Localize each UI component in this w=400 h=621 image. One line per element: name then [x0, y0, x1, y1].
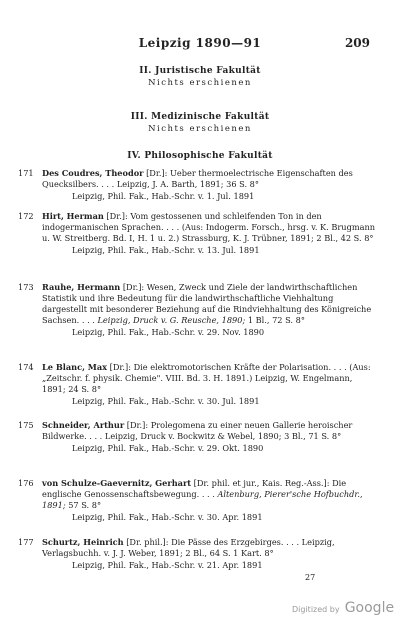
- entry-text: [Dr.]: Vom gestossenen und schleifenden Ton in den indogermanischen Sprachen. . . . (Aus: Indogerm. Forsch., hrsg. v. K. Brugmann u. W. Streitberg. Bd. I, H. 1 u. 2.) Strassburg, K. J. Trübner, 1891; 2 Bl., 42 S. 8°: [42, 211, 376, 243]
- entry-place: Leipzig, Phil. Fak., Hab.-Schr. v. 21. Apr. 1891: [72, 560, 263, 570]
- bibliography-entry: [18, 478, 378, 523]
- running-title: Leipzig 1890—91: [138, 36, 262, 50]
- entry-number: 171: [18, 168, 34, 178]
- entry-collation: 57 S. 8°: [65, 500, 102, 510]
- entry-number: 174: [18, 362, 34, 372]
- entry-imprint: Leipzig, Druck v. G. Reusche, 1890;: [97, 315, 246, 325]
- entry-author: Schneider, Arthur: [42, 420, 125, 430]
- entry-place: Leipzig, Phil. Fak., Hab.-Schr. v. 30. Jul. 1891: [72, 396, 260, 406]
- digitization-watermark: [292, 597, 394, 616]
- entry-place: Leipzig, Phil. Fak., Hab.-Schr. v. 13. Jul. 1891: [72, 245, 260, 255]
- bibliography-entry: [18, 420, 378, 454]
- entry-number: 175: [18, 420, 34, 430]
- page-header: [30, 36, 370, 52]
- entry-number: 177: [18, 537, 34, 547]
- entry-author: Le Blanc, Max: [42, 362, 108, 372]
- google-logo: Google: [344, 600, 395, 616]
- entry-place: Leipzig, Phil. Fak., Hab.-Schr. v. 29. Okt. 1890: [72, 443, 264, 453]
- entry-author: Schurtz, Heinrich: [42, 537, 124, 547]
- entry-place: Leipzig, Phil. Fak., Hab.-Schr. v. 30. Apr. 1891: [72, 512, 263, 522]
- bibliography-entry: [18, 168, 378, 202]
- section-note: Nichts erschienen: [148, 78, 252, 88]
- entry-text: [Dr.]: Die elektromotorischen Kräfte der Polarisation. . . . (Aus: „Zeitschr. f. physik. Chemie". VIII. Bd. 3. H. 1891.) Leipzig, W. Engelmann, 1891; 24 S. 8°: [42, 362, 371, 394]
- entry-text: [Dr.]: Wesen, Zweck und Ziele der landwirthschaftlichen Statistik und ihre Bedeutung für die landwirthschaftliche Viehhaltung dargestellt mit besonderer Beziehung auf die Rindviehhaltung des Königreiche Sachsen. . . .: [42, 282, 372, 325]
- entry-text: [Dr. phil.]: Die Pässe des Erzgebirges. . . . Leipzig, Verlagsbuchh. v. J. J. Weber, 1891; 2 Bl., 64 S. 1 Kart. 8°: [42, 537, 335, 558]
- watermark-prefix: Digitized by: [292, 605, 340, 614]
- entry-author: Des Coudres, Theodor: [42, 168, 144, 178]
- entry-number: 176: [18, 478, 34, 488]
- section-juristische: [30, 66, 370, 88]
- entry-place: Leipzig, Phil. Fak., Hab.-Schr. v. 1. Jul. 1891: [72, 191, 255, 201]
- entry-place: Leipzig, Phil. Fak., Hab.-Schr. v. 29. Nov. 1890: [72, 327, 265, 337]
- signature-mark: 27: [305, 573, 316, 582]
- bibliography-entry: [18, 282, 378, 338]
- entry-author: von Schulze-Gaevernitz, Gerhart: [42, 478, 192, 488]
- entry-imprint: Altenburg, Pierer'sche Hofbuchdr., 1891;: [42, 489, 363, 510]
- section-heading: II. Juristische Fakultät: [139, 66, 261, 76]
- section-heading: IV. Philosophische Fakultät: [127, 151, 273, 161]
- entry-collation: 1 Bl., 72 S. 8°: [245, 315, 305, 325]
- section-medizinische: [30, 112, 370, 134]
- entry-author: Hirt, Herman: [42, 211, 104, 221]
- entry-number: 173: [18, 282, 34, 292]
- entry-number: 172: [18, 211, 34, 221]
- section-note: Nichts erschienen: [148, 124, 252, 134]
- bibliography-entry: [18, 537, 378, 571]
- entry-text: [Dr.]: Prolegomena zu einer neuen Gallerie heroischer Bildwerke. . . . Leipzig, Druck v. Bockwitz & Webel, 1890; 3 Bl., 71 S. 8°: [42, 420, 353, 441]
- entry-text: [Dr.]: Ueber thermoelectrische Eigenschaften des Quecksilbers. . . . Leipzig, J. A. Barth, 1891; 36 S. 8°: [42, 168, 353, 189]
- section-heading: III. Medizinische Fakultät: [130, 112, 270, 122]
- page-number: 209: [344, 36, 370, 50]
- entry-author: Rauhe, Hermann: [42, 282, 121, 292]
- entry-text: [Dr. phil. et jur., Kais. Reg.-Ass.]: Die englische Genossenschaftsbewegung. . . .: [42, 478, 347, 499]
- bibliography-entry: [18, 362, 378, 407]
- section-philosophische: [30, 151, 370, 161]
- bibliography-entry: [18, 211, 378, 256]
